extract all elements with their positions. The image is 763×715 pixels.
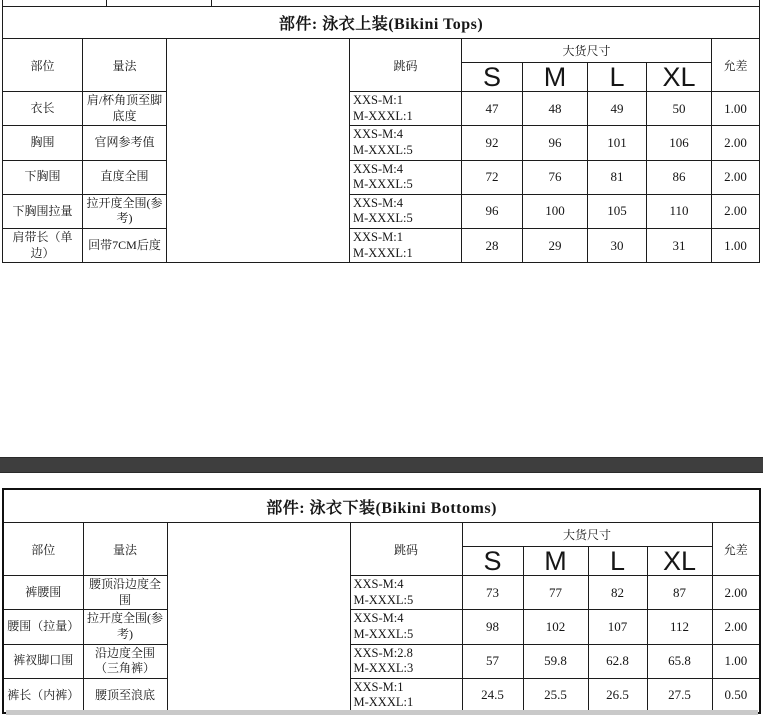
- part-cell: 胸围: [3, 126, 83, 160]
- size-l-value: 82: [588, 576, 647, 610]
- part-cell: 裤长（内裤）: [3, 678, 83, 713]
- bottom-partial-row: [6, 710, 758, 715]
- tolerance-value: 2.00: [712, 126, 760, 160]
- size-header-s: S: [462, 547, 523, 576]
- size-m-value: 59.8: [523, 644, 588, 678]
- table-row: [3, 194, 760, 228]
- part-cell: 衣长: [3, 92, 83, 126]
- size-l-value: 81: [588, 160, 647, 194]
- col-header-jump: 跳码: [350, 39, 462, 92]
- size-m-value: 102: [523, 610, 588, 644]
- size-header-xl: XL: [647, 547, 712, 576]
- size-header-l: L: [588, 63, 647, 92]
- size-xl-value: 65.8: [647, 644, 712, 678]
- sketch-area: [167, 39, 350, 263]
- size-s-value: 72: [462, 160, 523, 194]
- size-m-value: 96: [523, 126, 588, 160]
- tolerance-value: 1.00: [712, 644, 760, 678]
- section-divider-bar: [0, 457, 763, 473]
- jump-line-2: M-XXXL:1: [353, 245, 413, 260]
- jump-cell: [350, 126, 462, 160]
- size-xl-value: 112: [647, 610, 712, 644]
- tolerance-value: 2.00: [712, 576, 760, 610]
- size-xl-value: 87: [647, 576, 712, 610]
- size-m-value: 100: [523, 194, 588, 228]
- size-l-value: 26.5: [588, 678, 647, 713]
- tolerance-value: 0.50: [712, 678, 760, 713]
- tolerance-value: 2.00: [712, 194, 760, 228]
- col-header-bulk-size: 大货尺寸: [462, 523, 712, 547]
- size-m-value: 25.5: [523, 678, 588, 713]
- col-header-part: 部位: [3, 39, 83, 92]
- jump-line-1: XXS-M:1: [353, 93, 404, 107]
- col-header-method: 量法: [83, 39, 167, 92]
- jump-cell: [350, 644, 462, 678]
- part-cell: 裤衩脚口围: [3, 644, 83, 678]
- size-m-value: 48: [523, 92, 588, 126]
- jump-line-2: M-XXXL:5: [353, 177, 413, 192]
- size-header-s: S: [462, 63, 523, 92]
- method-cell: 腰顶至浪底: [83, 678, 167, 713]
- part-cell: 下胸围拉量: [3, 194, 83, 228]
- table-row: [3, 229, 760, 263]
- jump-line-1: XXS-M:4: [353, 577, 404, 591]
- size-s-value: 28: [462, 229, 523, 263]
- part-cell: 裤腰围: [3, 576, 83, 610]
- method-cell: 沿边度全围（三角裤）: [83, 644, 167, 678]
- size-xl-value: 86: [647, 160, 712, 194]
- size-xl-value: 106: [647, 126, 712, 160]
- table-row: [3, 576, 760, 610]
- table-row: [3, 160, 760, 194]
- size-header-m: M: [523, 547, 588, 576]
- jump-line-2: M-XXXL:1: [353, 695, 414, 710]
- col-header-tolerance: 允差: [712, 523, 760, 576]
- size-m-value: 76: [523, 160, 588, 194]
- bikini-tops-table: [2, 6, 760, 263]
- jump-line-1: XXS-M:4: [353, 127, 404, 142]
- size-header-m: M: [523, 63, 588, 92]
- size-s-value: 98: [462, 610, 523, 644]
- method-cell: 拉开度全围(参考): [83, 610, 167, 644]
- sketch-area: [167, 523, 350, 714]
- size-s-value: 57: [462, 644, 523, 678]
- size-header-l: L: [588, 547, 647, 576]
- table-title: 部件: 泳衣上装(Bikini Tops): [3, 7, 760, 39]
- jump-line-2: M-XXXL:5: [353, 626, 414, 641]
- size-xl-value: 27.5: [647, 678, 712, 713]
- jump-cell: [350, 92, 462, 126]
- part-cell: 肩带长（单边）: [3, 229, 83, 263]
- col-header-bulk-size: 大货尺寸: [462, 39, 712, 63]
- size-s-value: 73: [462, 576, 523, 610]
- size-s-value: 47: [462, 92, 523, 126]
- size-l-value: 101: [588, 126, 647, 160]
- jump-line-1: XXS-M:4: [353, 161, 404, 176]
- size-l-value: 49: [588, 92, 647, 126]
- table-row: [3, 678, 760, 713]
- jump-cell: [350, 160, 462, 194]
- tolerance-value: 1.00: [712, 229, 760, 263]
- size-l-value: 30: [588, 229, 647, 263]
- size-xl-value: 31: [647, 229, 712, 263]
- col-header-tolerance: 允差: [712, 39, 760, 92]
- part-cell: 下胸围: [3, 160, 83, 194]
- size-xl-value: 50: [647, 92, 712, 126]
- jump-cell: [350, 194, 462, 228]
- jump-line-2: M-XXXL:1: [353, 108, 413, 123]
- table-title: 部件: 泳衣下装(Bikini Bottoms): [3, 489, 760, 523]
- method-cell: 拉开度全围(参考): [83, 194, 167, 228]
- jump-cell: [350, 678, 462, 713]
- jump-line-1: XXS-M:4: [353, 195, 404, 210]
- size-l-value: 105: [588, 194, 647, 228]
- jump-line-2: M-XXXL:5: [353, 592, 414, 607]
- tolerance-value: 2.00: [712, 160, 760, 194]
- jump-cell: [350, 229, 462, 263]
- jump-line-2: M-XXXL:5: [353, 142, 413, 157]
- col-header-method: 量法: [83, 523, 167, 576]
- size-l-value: 107: [588, 610, 647, 644]
- bikini-bottoms-table: [2, 488, 761, 714]
- method-cell: 回带7CM后度: [83, 229, 167, 263]
- jump-line-1: XXS-M:1: [353, 679, 404, 694]
- jump-cell: [350, 610, 462, 644]
- method-cell: 直度全围: [83, 160, 167, 194]
- method-cell: 官网参考值: [83, 126, 167, 160]
- size-s-value: 96: [462, 194, 523, 228]
- method-cell: 肩/杯角顶至脚底度: [83, 92, 167, 126]
- jump-line-1: XXS-M:4: [353, 611, 404, 626]
- size-header-xl: XL: [647, 63, 712, 92]
- size-m-value: 77: [523, 576, 588, 610]
- part-cell: 腰围（拉量）: [3, 610, 83, 644]
- jump-line-1: XXS-M:1: [353, 230, 404, 244]
- table-row: [3, 610, 760, 644]
- tolerance-value: 1.00: [712, 92, 760, 126]
- size-xl-value: 110: [647, 194, 712, 228]
- jump-cell: [350, 576, 462, 610]
- jump-line-1: XXS-M:2.8: [353, 645, 413, 660]
- jump-line-2: M-XXXL:3: [353, 661, 414, 676]
- size-s-value: 24.5: [462, 678, 523, 713]
- tolerance-value: 2.00: [712, 610, 760, 644]
- table-row: [3, 126, 760, 160]
- size-m-value: 29: [523, 229, 588, 263]
- size-s-value: 92: [462, 126, 523, 160]
- col-header-jump: 跳码: [350, 523, 462, 576]
- col-header-part: 部位: [3, 523, 83, 576]
- table-row: [3, 644, 760, 678]
- table-row: [3, 92, 760, 126]
- method-cell: 腰顶沿边度全围: [83, 576, 167, 610]
- jump-line-2: M-XXXL:5: [353, 211, 413, 226]
- size-l-value: 62.8: [588, 644, 647, 678]
